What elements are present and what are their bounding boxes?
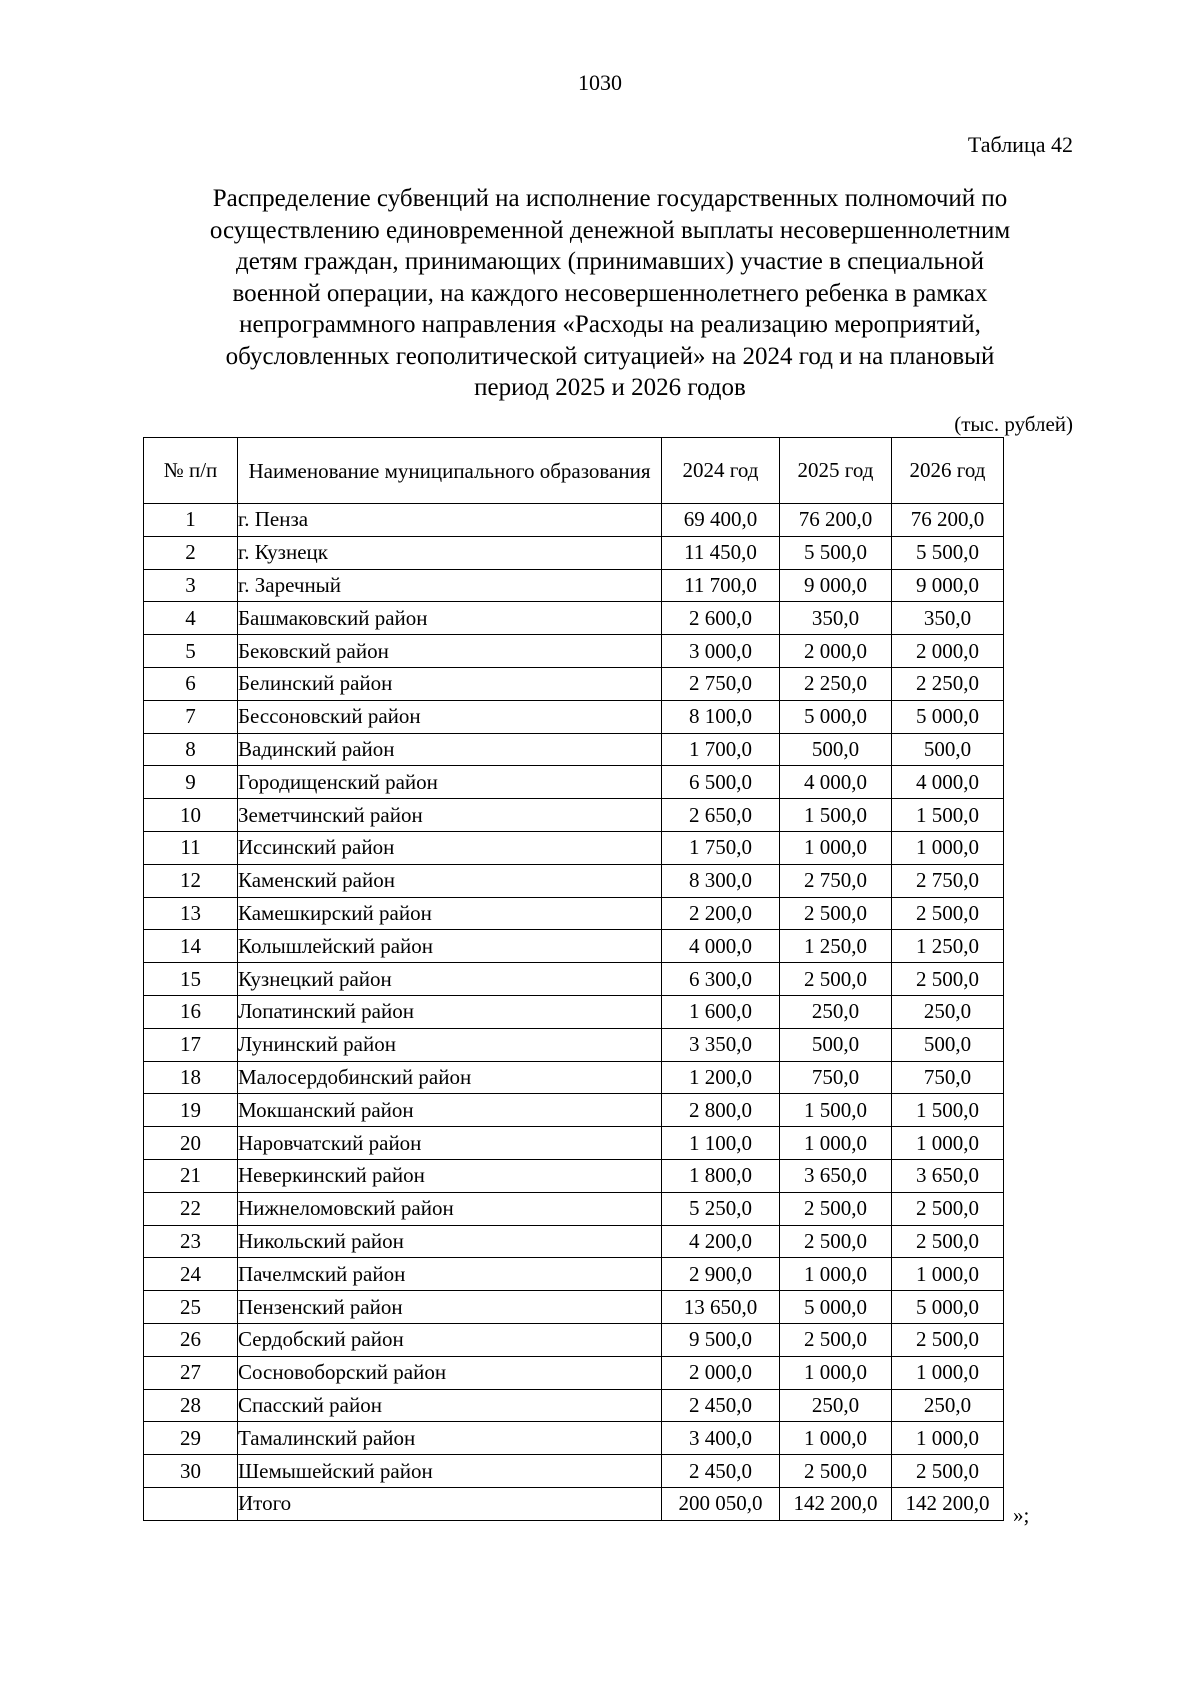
value-2024: 11 450,0 — [662, 536, 780, 569]
value-2025: 3 650,0 — [780, 1159, 892, 1192]
table-row — [144, 1389, 1004, 1422]
value-2024: 4 000,0 — [662, 930, 780, 963]
municipality-name: Малосердобинский район — [238, 1061, 662, 1094]
table-body — [144, 504, 1004, 1488]
row-number: 19 — [144, 1094, 238, 1127]
value-2024: 1 700,0 — [662, 733, 780, 766]
value-2026: 5 000,0 — [892, 700, 1004, 733]
row-number: 3 — [144, 569, 238, 602]
table-row — [144, 1192, 1004, 1225]
municipality-name: Земетчинский район — [238, 799, 662, 832]
table-row — [144, 963, 1004, 996]
row-number: 1 — [144, 504, 238, 537]
municipality-name: Мокшанский район — [238, 1094, 662, 1127]
row-number: 10 — [144, 799, 238, 832]
table-row — [144, 1028, 1004, 1061]
row-number: 25 — [144, 1291, 238, 1324]
value-2026: 2 500,0 — [892, 963, 1004, 996]
row-number: 8 — [144, 733, 238, 766]
total-num-cell — [144, 1487, 238, 1520]
row-number: 18 — [144, 1061, 238, 1094]
table-row — [144, 1127, 1004, 1160]
value-2025: 76 200,0 — [780, 504, 892, 537]
header-2024: 2024 год — [662, 438, 780, 504]
title-line: непрограммного направления «Расходы на реализацию мероприятий, — [239, 311, 981, 338]
value-2024: 2 600,0 — [662, 602, 780, 635]
table-row — [144, 1258, 1004, 1291]
value-2024: 1 800,0 — [662, 1159, 780, 1192]
table-row — [144, 635, 1004, 668]
row-number: 11 — [144, 831, 238, 864]
value-2024: 13 650,0 — [662, 1291, 780, 1324]
municipality-name: Нижнеломовский район — [238, 1192, 662, 1225]
row-number: 7 — [144, 700, 238, 733]
value-2026: 76 200,0 — [892, 504, 1004, 537]
value-2024: 9 500,0 — [662, 1323, 780, 1356]
value-2024: 2 800,0 — [662, 1094, 780, 1127]
value-2025: 1 250,0 — [780, 930, 892, 963]
table-row — [144, 1323, 1004, 1356]
municipality-name: Тамалинский район — [238, 1422, 662, 1455]
municipality-name: Лопатинский район — [238, 995, 662, 1028]
table-row — [144, 504, 1004, 537]
row-number: 22 — [144, 1192, 238, 1225]
total-row — [144, 1487, 1004, 1520]
value-2026: 1 000,0 — [892, 831, 1004, 864]
municipality-name: Кузнецкий район — [238, 963, 662, 996]
municipality-name: Башмаковский район — [238, 602, 662, 635]
value-2024: 1 200,0 — [662, 1061, 780, 1094]
value-2025: 1 000,0 — [780, 1258, 892, 1291]
row-number: 2 — [144, 536, 238, 569]
value-2025: 5 000,0 — [780, 1291, 892, 1324]
table-row — [144, 995, 1004, 1028]
value-2026: 250,0 — [892, 995, 1004, 1028]
value-2024: 5 250,0 — [662, 1192, 780, 1225]
page-number: 1030 — [578, 70, 622, 95]
table-row — [144, 1455, 1004, 1488]
value-2026: 5 500,0 — [892, 536, 1004, 569]
value-2024: 2 750,0 — [662, 667, 780, 700]
value-2025: 2 750,0 — [780, 864, 892, 897]
table-row — [144, 799, 1004, 832]
table-row — [144, 766, 1004, 799]
table-row — [144, 569, 1004, 602]
row-number: 30 — [144, 1455, 238, 1488]
value-2026: 1 500,0 — [892, 799, 1004, 832]
row-number: 27 — [144, 1356, 238, 1389]
row-number: 17 — [144, 1028, 238, 1061]
value-2026: 500,0 — [892, 1028, 1004, 1061]
value-2025: 750,0 — [780, 1061, 892, 1094]
value-2026: 1 500,0 — [892, 1094, 1004, 1127]
row-number: 24 — [144, 1258, 238, 1291]
municipality-name: г. Кузнецк — [238, 536, 662, 569]
municipality-name: Каменский район — [238, 864, 662, 897]
municipality-name: Камешкирский район — [238, 897, 662, 930]
title-line: военной операции, на каждого несовершеннолетнего ребенка в рамках — [232, 279, 988, 307]
value-2024: 2 900,0 — [662, 1258, 780, 1291]
value-2025: 1 000,0 — [780, 1422, 892, 1455]
value-2024: 11 700,0 — [662, 569, 780, 602]
value-2025: 9 000,0 — [780, 569, 892, 602]
row-number: 21 — [144, 1159, 238, 1192]
value-2024: 3 000,0 — [662, 635, 780, 668]
table-row — [144, 536, 1004, 569]
value-2024: 2 200,0 — [662, 897, 780, 930]
value-2024: 8 300,0 — [662, 864, 780, 897]
value-2026: 3 650,0 — [892, 1159, 1004, 1192]
value-2025: 2 500,0 — [780, 1192, 892, 1225]
municipality-name: Сердобский район — [238, 1323, 662, 1356]
municipality-name: Сосновоборский район — [238, 1356, 662, 1389]
municipality-name: Городищенский район — [238, 766, 662, 799]
value-2025: 4 000,0 — [780, 766, 892, 799]
value-2024: 4 200,0 — [662, 1225, 780, 1258]
municipality-name: г. Пенза — [238, 504, 662, 537]
table-header-row — [144, 438, 1004, 504]
value-2025: 2 500,0 — [780, 1323, 892, 1356]
header-num: № п/п — [144, 438, 238, 504]
value-2025: 5 000,0 — [780, 700, 892, 733]
value-2026: 250,0 — [892, 1389, 1004, 1422]
table-row — [144, 864, 1004, 897]
value-2026: 500,0 — [892, 733, 1004, 766]
value-2026: 1 000,0 — [892, 1356, 1004, 1389]
value-2025: 250,0 — [780, 1389, 892, 1422]
value-2026: 1 000,0 — [892, 1127, 1004, 1160]
value-2025: 1 500,0 — [780, 1094, 892, 1127]
municipality-name: Белинский район — [238, 667, 662, 700]
value-2025: 2 500,0 — [780, 1455, 892, 1488]
value-2025: 5 500,0 — [780, 536, 892, 569]
value-2025: 2 500,0 — [780, 1225, 892, 1258]
row-number: 26 — [144, 1323, 238, 1356]
row-number: 4 — [144, 602, 238, 635]
table-row — [144, 1422, 1004, 1455]
municipality-name: Вадинский район — [238, 733, 662, 766]
value-2024: 2 450,0 — [662, 1455, 780, 1488]
row-number: 29 — [144, 1422, 238, 1455]
value-2026: 2 000,0 — [892, 635, 1004, 668]
table-row — [144, 700, 1004, 733]
value-2026: 1 250,0 — [892, 930, 1004, 963]
table-row — [144, 930, 1004, 963]
value-2026: 1 000,0 — [892, 1258, 1004, 1291]
row-number: 12 — [144, 864, 238, 897]
value-2024: 3 400,0 — [662, 1422, 780, 1455]
header-2025: 2025 год — [780, 438, 892, 504]
title-line: детям граждан, принимающих (принимавших) участие в специальной — [236, 248, 984, 275]
row-number: 28 — [144, 1389, 238, 1422]
value-2026: 2 500,0 — [892, 1455, 1004, 1488]
row-number: 13 — [144, 897, 238, 930]
value-2025: 2 250,0 — [780, 667, 892, 700]
title-line: Распределение субвенций на исполнение государственных полномочий по — [212, 185, 1008, 212]
row-number: 20 — [144, 1127, 238, 1160]
row-number: 14 — [144, 930, 238, 963]
value-2026: 350,0 — [892, 602, 1004, 635]
value-2025: 350,0 — [780, 602, 892, 635]
municipality-name: г. Заречный — [238, 569, 662, 602]
header-name: Наименование муниципального образования — [238, 438, 662, 504]
header-2026: 2026 год — [892, 438, 1004, 504]
row-number: 5 — [144, 635, 238, 668]
table-row — [144, 733, 1004, 766]
row-number: 23 — [144, 1225, 238, 1258]
table-row — [144, 1356, 1004, 1389]
table-row — [144, 1061, 1004, 1094]
municipality-name: Пачелмский район — [238, 1258, 662, 1291]
municipality-name: Неверкинский район — [238, 1159, 662, 1192]
value-2026: 2 750,0 — [892, 864, 1004, 897]
table-row — [144, 1291, 1004, 1324]
row-number: 16 — [144, 995, 238, 1028]
value-2026: 2 250,0 — [892, 667, 1004, 700]
total-label: Итого — [238, 1487, 662, 1520]
row-number: 9 — [144, 766, 238, 799]
value-2024: 3 350,0 — [662, 1028, 780, 1061]
value-2025: 500,0 — [780, 1028, 892, 1061]
value-2026: 2 500,0 — [892, 1192, 1004, 1225]
municipality-name: Иссинский район — [238, 831, 662, 864]
row-number: 6 — [144, 667, 238, 700]
table-row — [144, 831, 1004, 864]
table-row — [144, 602, 1004, 635]
subvention-table — [143, 437, 1004, 1521]
value-2024: 1 100,0 — [662, 1127, 780, 1160]
table-row — [144, 897, 1004, 930]
value-2024: 2 450,0 — [662, 1389, 780, 1422]
municipality-name: Колышлейский район — [238, 930, 662, 963]
value-2025: 2 000,0 — [780, 635, 892, 668]
value-2026: 9 000,0 — [892, 569, 1004, 602]
table-row — [144, 1225, 1004, 1258]
row-number: 15 — [144, 963, 238, 996]
value-2025: 250,0 — [780, 995, 892, 1028]
municipality-name: Наровчатский район — [238, 1127, 662, 1160]
value-2024: 1 750,0 — [662, 831, 780, 864]
value-2025: 2 500,0 — [780, 963, 892, 996]
municipality-name: Шемышейский район — [238, 1455, 662, 1488]
value-2025: 1 500,0 — [780, 799, 892, 832]
document-title — [140, 183, 1080, 404]
table-row — [144, 1159, 1004, 1192]
title-line: период 2025 и 2026 годов — [474, 374, 746, 401]
value-2024: 8 100,0 — [662, 700, 780, 733]
value-2026: 750,0 — [892, 1061, 1004, 1094]
title-line: осуществлению единовременной денежной выплаты несовершеннолетним — [209, 216, 1011, 244]
table-row — [144, 1094, 1004, 1127]
value-2025: 1 000,0 — [780, 1127, 892, 1160]
municipality-name: Бековский район — [238, 635, 662, 668]
value-2024: 6 300,0 — [662, 963, 780, 996]
municipality-name: Спасский район — [238, 1389, 662, 1422]
value-2024: 1 600,0 — [662, 995, 780, 1028]
value-2024: 2 650,0 — [662, 799, 780, 832]
value-2026: 4 000,0 — [892, 766, 1004, 799]
value-2024: 2 000,0 — [662, 1356, 780, 1389]
municipality-name: Пензенский район — [238, 1291, 662, 1324]
value-2025: 2 500,0 — [780, 897, 892, 930]
total-2025: 142 200,0 — [780, 1487, 892, 1520]
municipality-name: Никольский район — [238, 1225, 662, 1258]
value-2026: 2 500,0 — [892, 1225, 1004, 1258]
value-2026: 1 000,0 — [892, 1422, 1004, 1455]
table-label: Таблица 42 — [967, 132, 1073, 157]
value-2025: 1 000,0 — [780, 1356, 892, 1389]
table-row — [144, 667, 1004, 700]
value-2026: 5 000,0 — [892, 1291, 1004, 1324]
units-label: (тыс. рублей) — [954, 412, 1073, 436]
value-2026: 2 500,0 — [892, 897, 1004, 930]
value-2026: 2 500,0 — [892, 1323, 1004, 1356]
value-2024: 69 400,0 — [662, 504, 780, 537]
municipality-name: Бессоновский район — [238, 700, 662, 733]
total-2026: 142 200,0 — [892, 1487, 1004, 1520]
value-2025: 1 000,0 — [780, 831, 892, 864]
title-line: обусловленных геополитической ситуацией» на 2024 год и на плановый — [225, 342, 995, 370]
total-2024: 200 050,0 — [662, 1487, 780, 1520]
value-2024: 6 500,0 — [662, 766, 780, 799]
municipality-name: Лунинский район — [238, 1028, 662, 1061]
closing-mark: »; — [1013, 1503, 1030, 1527]
value-2025: 500,0 — [780, 733, 892, 766]
